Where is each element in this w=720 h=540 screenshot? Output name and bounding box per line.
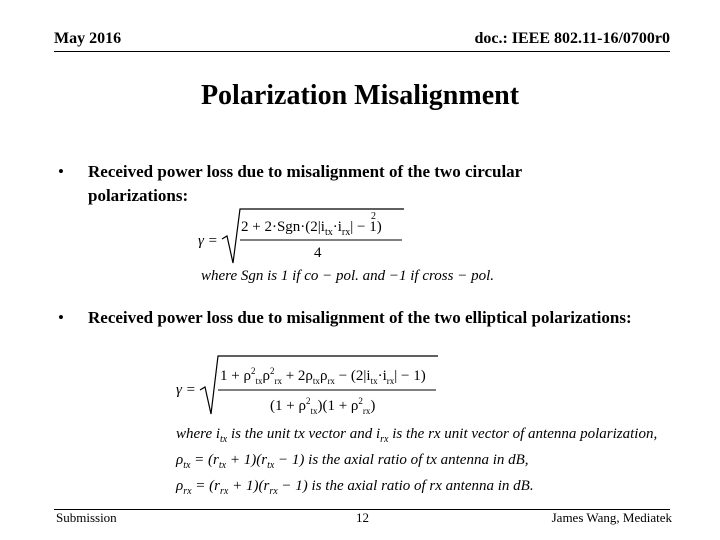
- formula2-lhs: γ =: [176, 382, 196, 398]
- formula1-exp: 2: [371, 211, 376, 222]
- formula1-numerator: $2 + 2\cdot Sgn\cdot(2|i_{tx}\cdot i_{rx}| - 1)$: [241, 219, 382, 238]
- footer-author: James Wang, Mediatek: [551, 510, 672, 525]
- bullet-circular: [58, 160, 618, 210]
- formula1-denominator: 4: [314, 245, 322, 261]
- formula2-line3: $\rho_{rx} = (r_{rx} + 1)(r_{rx} - 1)$ is the axial ratio of rx antenna in dB.: [176, 478, 534, 497]
- formula2-line2: $\rho_{tx} = (r_{tx} + 1)(r_{tx} - 1)$ is the axial ratio of tx antenna in dB,: [176, 452, 529, 471]
- formula-elliptical: [170, 352, 700, 502]
- formula2-numerator: $1 + \rho^2_{tx}\rho^2_{rx} + 2\rho_{tx}\rho_{rx} - (2|i_{tx}\cdot i_{rx}| - 1)$: [220, 366, 426, 386]
- bullet-elliptical: [58, 306, 658, 356]
- formula1-lhs: γ =: [198, 233, 218, 249]
- bullet-dot: •: [58, 308, 64, 327]
- header-date: May 2016: [54, 30, 122, 47]
- formula2-denominator: $(1 + \rho^2_{tx})(1 + \rho^2_{rx})$: [270, 396, 376, 416]
- footer-page-number: 12: [356, 510, 369, 525]
- formula-circular: [196, 205, 516, 290]
- bullet-text: Received power loss due to misalignment of the two circular polarizations:: [88, 162, 522, 205]
- formula1-where: where Sgn is 1 if co − pol. and −1 if cross − pol.: [201, 268, 494, 284]
- header-rule: [54, 51, 670, 52]
- bullet-dot: •: [58, 162, 64, 181]
- footer-submission: Submission: [56, 510, 117, 525]
- slide-title: Polarization Misalignment: [200, 80, 520, 111]
- bullet-text: Received power loss due to misalignment of the two elliptical polarizations:: [88, 308, 632, 327]
- header-doc-id: doc.: IEEE 802.11-16/0700r0: [474, 30, 670, 47]
- formula2-line1: where $i_{tx}$ is the unit tx vector and $i_{rx}$ is the rx unit vector of antenna polarization,: [176, 426, 658, 445]
